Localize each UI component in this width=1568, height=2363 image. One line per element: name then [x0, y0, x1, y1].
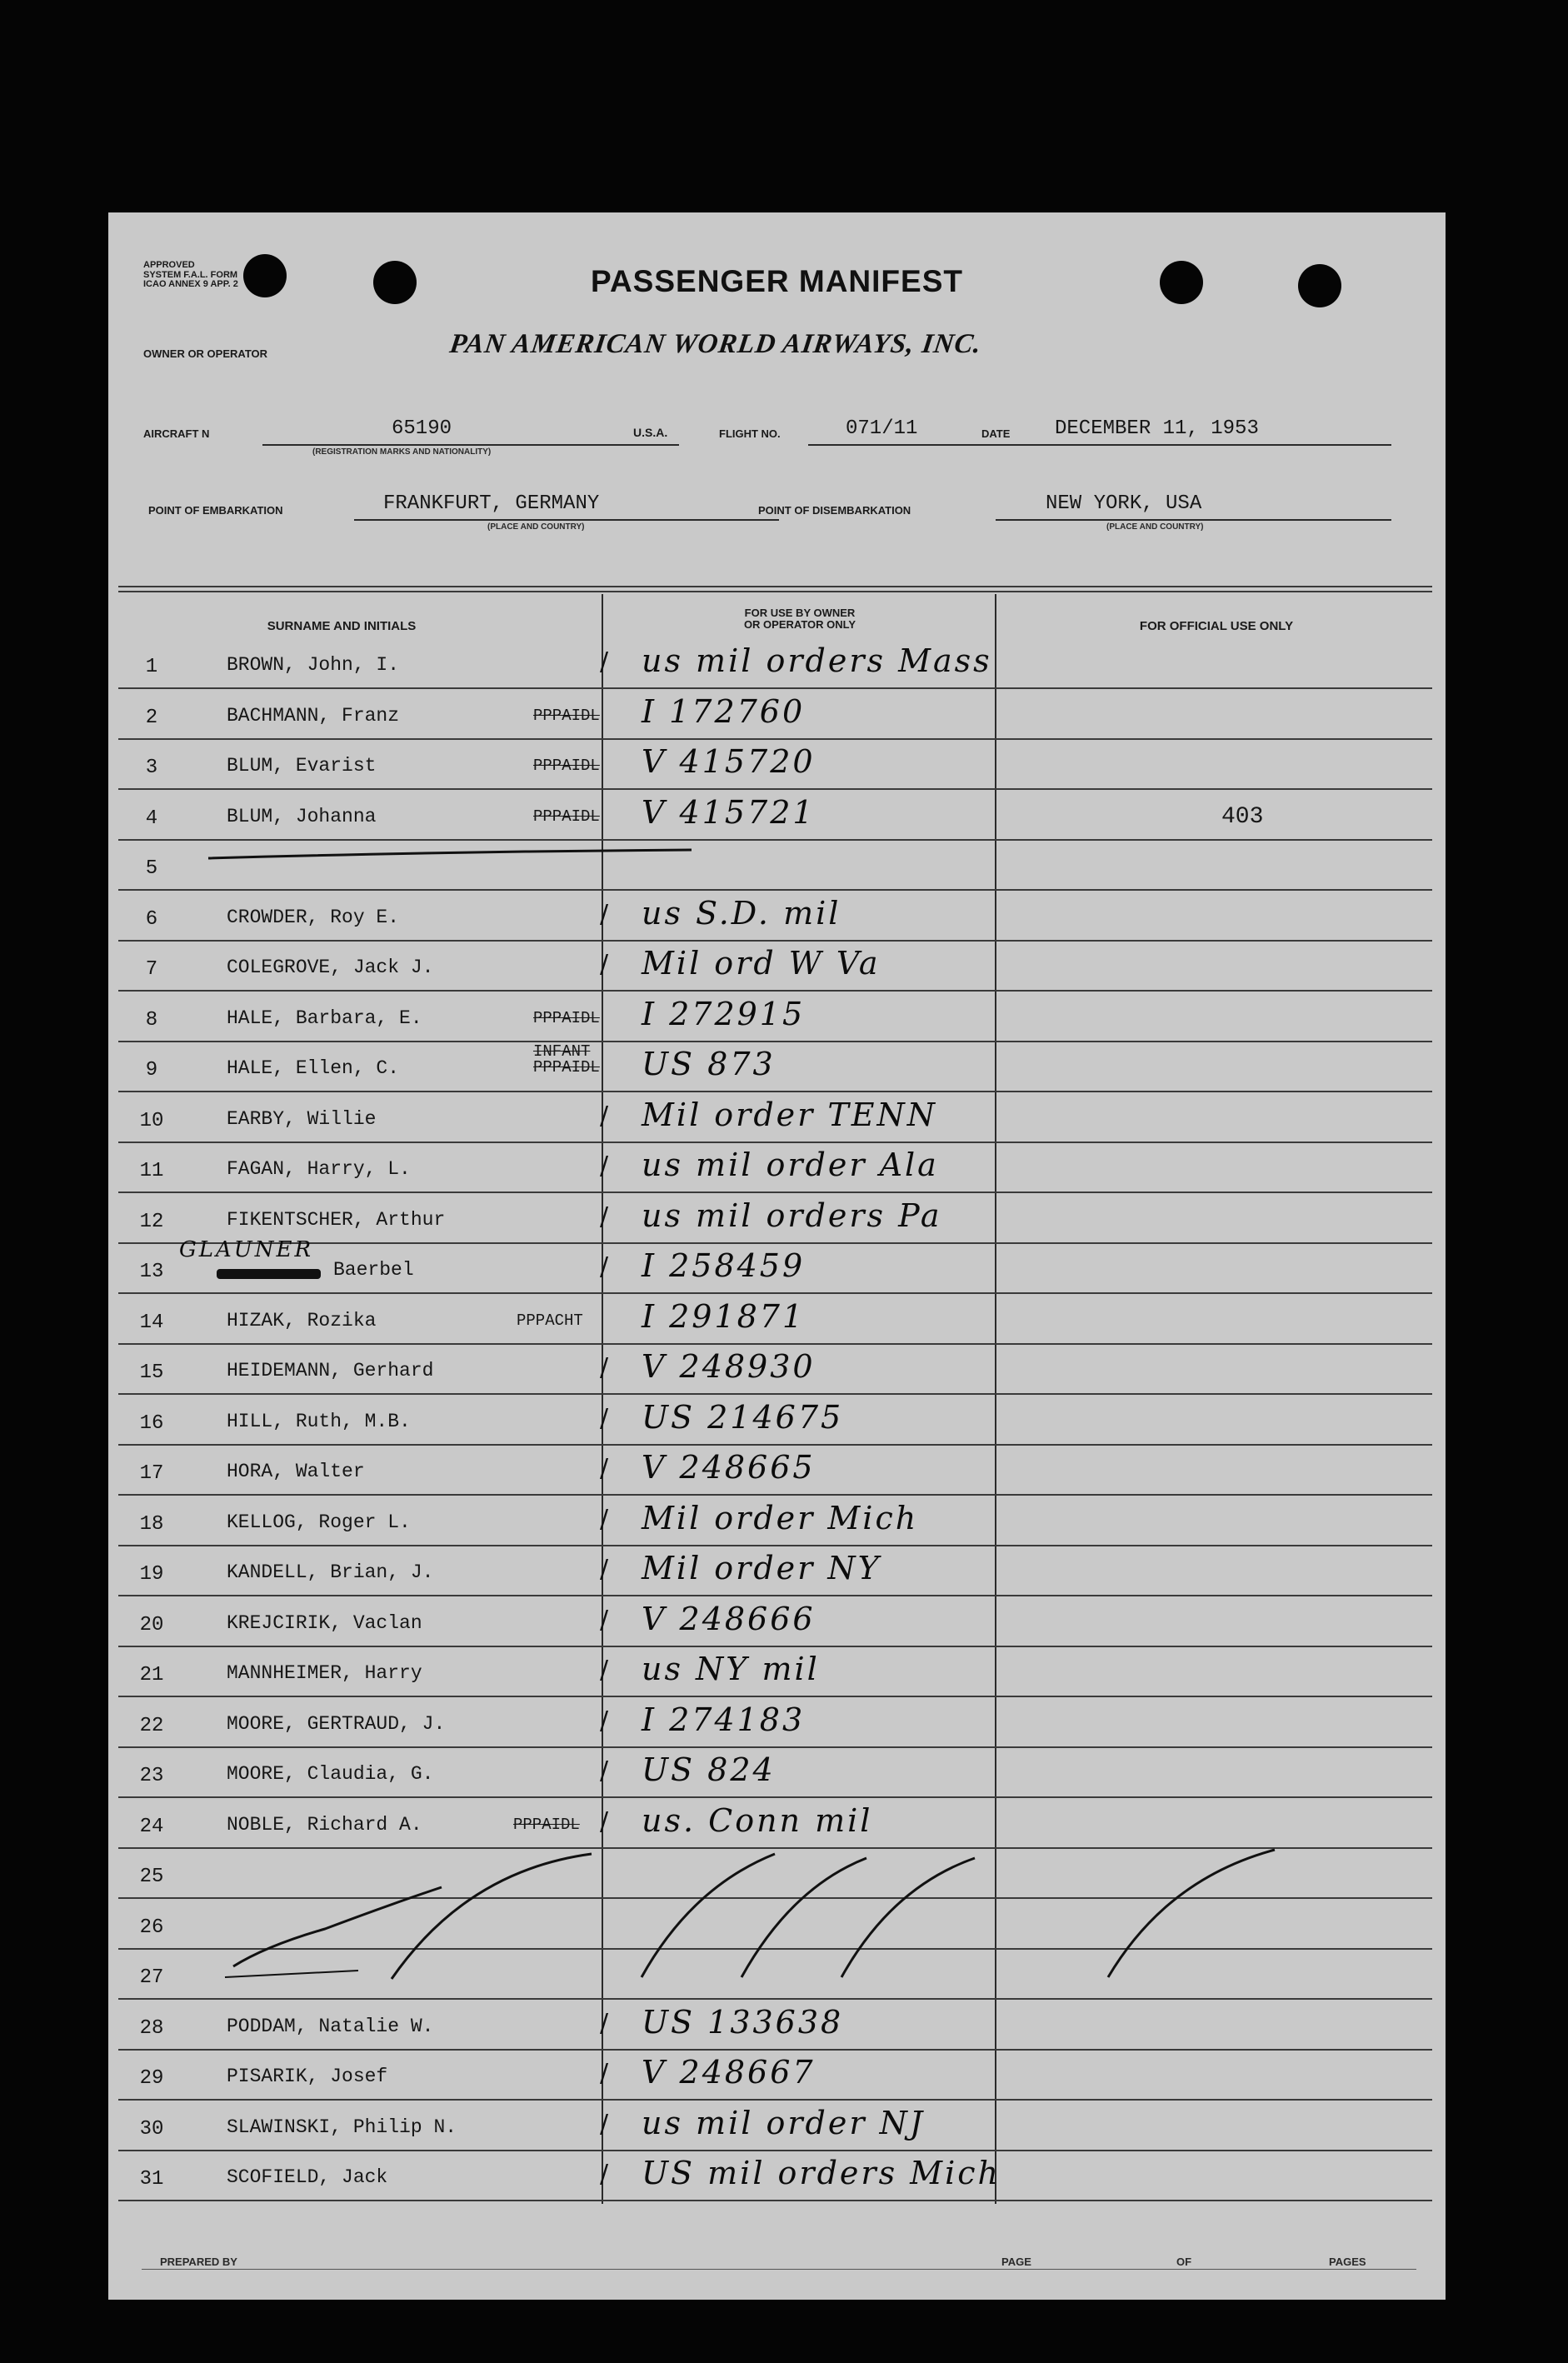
- handwritten-entry: us S.D. mil: [642, 894, 841, 932]
- row-number: 13: [139, 1261, 164, 1283]
- passenger-name: Baerbel: [333, 1259, 414, 1281]
- handwritten-entry: V 415720: [642, 743, 816, 780]
- void-stroke: [841, 1858, 975, 1977]
- passenger-name: HALE, Ellen, C.: [227, 1057, 400, 1079]
- check-mark: /: [600, 950, 609, 979]
- handwritten-entry: Mil order NY: [642, 1550, 881, 1586]
- payment-code: PPPAIDL: [513, 1815, 580, 1834]
- check-mark: /: [600, 1353, 609, 1382]
- row-number: 18: [139, 1512, 164, 1536]
- check-mark: /: [600, 1403, 609, 1433]
- check-mark: /: [600, 1555, 609, 1584]
- row-number: 21: [139, 1664, 164, 1686]
- row-number: 29: [139, 2067, 164, 2090]
- handwritten-entry: Mil order Mich: [642, 1499, 919, 1536]
- passenger-name: NOBLE, Richard A.: [227, 1813, 422, 1836]
- handwritten-entry: US 824: [642, 1751, 776, 1788]
- passenger-name: EARBY, Willie: [227, 1107, 377, 1130]
- check-mark: /: [600, 1756, 609, 1786]
- row-number: 1: [145, 656, 158, 678]
- handwritten-entry: us mil order NJ: [642, 2104, 926, 2141]
- passenger-name: PISARIK, Josef: [227, 2066, 388, 2087]
- handwritten-entry: V 248667: [642, 2054, 816, 2091]
- passenger-name: HEIDEMANN, Gerhard: [227, 1360, 434, 1381]
- handwritten-entry: us mil orders Mass: [642, 642, 992, 679]
- prepared-by-label: PREPARED BY: [160, 2256, 237, 2268]
- void-stroke: [392, 1854, 592, 1979]
- void-stroke: [225, 1971, 358, 1977]
- row-number: 23: [139, 1765, 164, 1787]
- passenger-name: CROWDER, Roy E.: [227, 906, 400, 928]
- manifest-sheet: [108, 212, 1446, 2300]
- passenger-name: BACHMANN, Franz: [227, 704, 400, 727]
- handwritten-entry: us. Conn mil: [642, 1801, 873, 1839]
- page-title: PASSENGER MANIFEST: [591, 264, 963, 298]
- row-number: 16: [139, 1411, 164, 1435]
- row-number: 28: [139, 2016, 164, 2040]
- handwritten-entry: I 172760: [642, 692, 806, 730]
- passenger-name: COLEGROVE, Jack J.: [227, 957, 434, 978]
- payment-code: PPPAIDL: [533, 1008, 600, 1027]
- check-mark: /: [600, 1605, 609, 1635]
- handwritten-entry: I 274183: [642, 1701, 806, 1738]
- check-mark: /: [600, 2160, 609, 2189]
- aircraft-value: 65190: [392, 417, 452, 440]
- disembark-caption: (PLACE AND COUNTRY): [1106, 522, 1204, 532]
- row-number: 14: [139, 1311, 164, 1334]
- disembark-value: NEW YORK, USA: [1046, 492, 1202, 515]
- payment-code: INFANT PPPAIDL: [533, 1042, 600, 1077]
- check-mark: /: [600, 1454, 609, 1483]
- handwritten-entry: US 133638: [642, 2003, 844, 2041]
- void-stroke: [208, 850, 692, 858]
- passenger-name: SCOFIELD, Jack: [227, 2166, 388, 2188]
- check-mark: /: [600, 1152, 609, 1181]
- header-official-use: FOR OFFICIAL USE ONLY: [1139, 619, 1294, 633]
- handwritten-entry: us NY mil: [642, 1651, 820, 1687]
- row-number: 27: [139, 1966, 164, 1989]
- row-number: 8: [145, 1008, 158, 1032]
- payment-code: PPPAIDL: [533, 757, 600, 775]
- payment-code: PPPAIDL: [533, 706, 600, 725]
- void-stroke: [742, 1858, 866, 1977]
- check-mark: /: [600, 647, 609, 677]
- passenger-name: BLUM, Evarist: [227, 755, 377, 777]
- passenger-name: FAGAN, Harry, L.: [227, 1158, 411, 1180]
- handwritten-entry: I 291871: [642, 1297, 806, 1335]
- handwritten-entry: US 214675: [642, 1398, 844, 1436]
- page-label: PAGE: [1001, 2256, 1031, 2268]
- row-number: 10: [139, 1109, 164, 1132]
- passenger-name: KREJCIRIK, Vaclan: [227, 1611, 422, 1634]
- check-mark: /: [600, 1806, 609, 1836]
- footer-rule: [142, 2269, 1416, 2270]
- passenger-name: HALE, Barbara, E.: [227, 1007, 422, 1029]
- passenger-name: SLAWINSKI, Philip N.: [227, 2116, 457, 2138]
- handwritten-entry: us mil orders Pa: [642, 1196, 942, 1234]
- row-number: 9: [145, 1059, 158, 1082]
- passenger-name: KANDELL, Brian, J.: [227, 1561, 434, 1583]
- company-name: PAN AMERICAN WORLD AIRWAYS, INC.: [447, 329, 984, 359]
- check-mark: /: [600, 1101, 609, 1131]
- passenger-name: MANNHEIMER, Harry: [227, 1662, 422, 1684]
- payment-code: PPPAIDL: [533, 807, 600, 826]
- check-mark: /: [600, 1252, 609, 1281]
- row-number: 17: [139, 1462, 164, 1485]
- row-number: 30: [139, 2117, 164, 2141]
- row-number: 24: [139, 1815, 164, 1838]
- passenger-name: KELLOG, Roger L.: [227, 1511, 411, 1533]
- date-value: DECEMBER 11, 1953: [1055, 417, 1259, 440]
- void-stroke: [1108, 1850, 1275, 1977]
- row-number: 20: [139, 1613, 164, 1636]
- payment-code: PPPACHT: [517, 1311, 583, 1330]
- passenger-name: BROWN, John, I.: [227, 654, 400, 676]
- embark-label: POINT OF EMBARKATION: [148, 504, 283, 517]
- passenger-name: HIZAK, Rozika: [227, 1309, 377, 1331]
- aircraft-label: AIRCRAFT N: [143, 427, 210, 440]
- check-mark: /: [600, 2059, 609, 2088]
- flight-label: FLIGHT NO.: [719, 427, 781, 440]
- passenger-name: FIKENTSCHER, Arthur: [227, 1208, 446, 1231]
- aircraft-caption: (REGISTRATION MARKS AND NATIONALITY): [312, 447, 492, 457]
- passenger-name: MOORE, Claudia, G.: [227, 1763, 434, 1785]
- row-number: 12: [139, 1210, 164, 1233]
- handwritten-entry: Mil order TENN: [642, 1096, 937, 1133]
- header-owner-use: FOR USE BY OWNER OR OPERATOR ONLY: [743, 607, 856, 632]
- pages-label: PAGES: [1329, 2256, 1366, 2268]
- row-number: 5: [145, 857, 158, 880]
- usa-label: U.S.A.: [633, 426, 668, 439]
- handwritten-entry: V 248665: [642, 1449, 816, 1486]
- void-stroke: [642, 1854, 775, 1977]
- check-mark: /: [600, 1201, 609, 1231]
- check-mark: /: [600, 2109, 609, 2139]
- embark-caption: (PLACE AND COUNTRY): [487, 522, 585, 532]
- handwritten-entry: Mil ord W Va: [642, 945, 881, 982]
- handwritten-entry: I 258459: [642, 1247, 806, 1284]
- owner-label: OWNER OR OPERATOR: [143, 347, 268, 360]
- row-number: 4: [145, 807, 158, 830]
- passenger-name: PODDAM, Natalie W.: [227, 2015, 434, 2037]
- row-number: 2: [145, 706, 158, 729]
- date-label: DATE: [981, 427, 1011, 440]
- check-mark: /: [600, 1504, 609, 1534]
- flight-value: 071/11: [846, 417, 918, 440]
- approval-note: APPROVED SYSTEM F.A.L. FORM ICAO ANNEX 9 APP. 2: [143, 260, 238, 290]
- passenger-name: BLUM, Johanna: [227, 805, 377, 827]
- handwritten-entry: V 248666: [642, 1600, 816, 1637]
- row-number: 26: [139, 1916, 164, 1939]
- row-number: 11: [139, 1160, 164, 1182]
- handwritten-entry: US 873: [642, 1046, 776, 1082]
- row-number: 15: [139, 1361, 164, 1384]
- row-number: 22: [139, 1714, 164, 1737]
- row-number: 31: [139, 2168, 164, 2191]
- handwritten-entry: V 248930: [642, 1348, 816, 1385]
- handwritten-entry: US mil orders Mich: [642, 2155, 1001, 2191]
- check-mark: /: [600, 899, 609, 929]
- check-mark: /: [600, 2008, 609, 2038]
- name-correction: GLAUNER: [179, 1237, 314, 1262]
- passenger-name: HORA, Walter: [227, 1461, 365, 1482]
- official-number: 403: [1221, 803, 1264, 830]
- row-number: 25: [139, 1866, 164, 1888]
- of-label: OF: [1176, 2256, 1192, 2268]
- row-number: 6: [145, 907, 158, 931]
- handwritten-entry: us mil order Ala: [642, 1147, 939, 1183]
- disembark-label: POINT OF DISEMBARKATION: [758, 504, 911, 517]
- void-strikes: [108, 212, 1446, 2300]
- passenger-name: MOORE, GERTRAUD, J.: [227, 1712, 446, 1735]
- handwritten-entry: I 272915: [642, 995, 806, 1032]
- check-mark: /: [600, 1656, 609, 1685]
- passenger-name: HILL, Ruth, M.B.: [227, 1410, 411, 1432]
- embark-value: FRANKFURT, GERMANY: [383, 492, 600, 515]
- header-surname: SURNAME AND INITIALS: [267, 619, 417, 633]
- row-number: 19: [139, 1563, 164, 1586]
- handwritten-entry: V 415721: [642, 793, 816, 831]
- row-number: 3: [145, 757, 158, 779]
- check-mark: /: [600, 1706, 609, 1736]
- row-number: 7: [145, 958, 158, 981]
